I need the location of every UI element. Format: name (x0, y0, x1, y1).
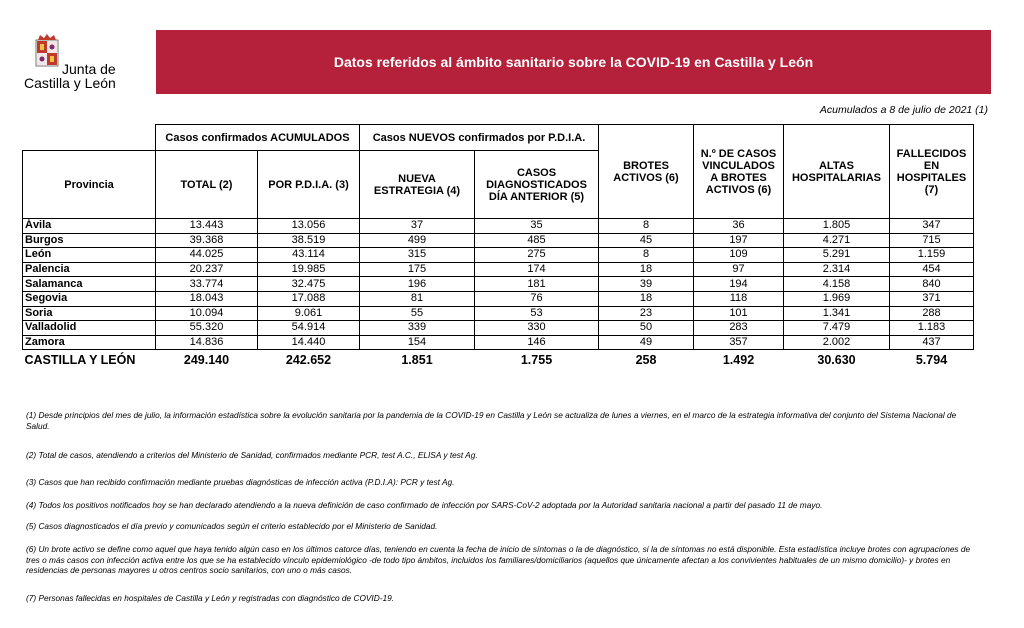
table-cell: 283 (694, 321, 784, 336)
header-provincia: Provincia (23, 151, 156, 219)
table-cell: 194 (694, 277, 784, 292)
table-cell: 175 (360, 262, 475, 277)
table-cell: 1.341 (784, 306, 890, 321)
table-cell: 14.836 (156, 335, 258, 350)
table-cell: 2.314 (784, 262, 890, 277)
table-cell: 18 (599, 262, 694, 277)
title-banner (156, 30, 991, 94)
table-cell: 5.291 (784, 248, 890, 263)
header-nueva-estrategia: NUEVA ESTRATEGIA (4) (360, 151, 475, 219)
table-cell: 330 (475, 321, 599, 336)
total-cell: 30.630 (817, 353, 856, 368)
header-diagnosticados: CASOS DIAGNOSTICADOS DÍA ANTERIOR (5) (475, 151, 599, 219)
table-cell: 39 (599, 277, 694, 292)
table-cell: 50 (599, 321, 694, 336)
table-cell: 37 (360, 219, 475, 234)
table-cell: 33.774 (156, 277, 258, 292)
table-cell: 9.061 (258, 306, 360, 321)
footnote-2: (2) Total de casos, atendiendo a criterios del Ministerio de Sanidad, confirmados mediante PCR, test A.C., ELISA y test Ag. (26, 450, 478, 460)
table-cell: 1.183 (890, 321, 974, 336)
table-row (23, 291, 974, 306)
total-label: CASTILLA Y LEÓN (24, 353, 136, 368)
header-group-nuevos: Casos NUEVOS confirmados por P.D.I.A. (360, 125, 599, 151)
province-name: León (23, 248, 156, 263)
header-total: TOTAL (2) (156, 151, 258, 219)
table-cell: 13.056 (258, 219, 360, 234)
table-cell: 18.043 (156, 291, 258, 306)
table-cell: 10.094 (156, 306, 258, 321)
table-cell: 32.475 (258, 277, 360, 292)
province-name: Soria (23, 306, 156, 321)
table-row (23, 335, 974, 350)
table-cell: 20.237 (156, 262, 258, 277)
table-cell: 146 (475, 335, 599, 350)
header-brotes: BROTES ACTIVOS (6) (599, 125, 694, 219)
table-cell: 97 (694, 262, 784, 277)
table-cell: 55.320 (156, 321, 258, 336)
table-cell: 840 (890, 277, 974, 292)
table-cell: 196 (360, 277, 475, 292)
table-row (23, 277, 974, 292)
table-row (23, 233, 974, 248)
table-cell: 8 (599, 219, 694, 234)
table-cell: 81 (360, 291, 475, 306)
table-cell: 109 (694, 248, 784, 263)
table-row (23, 219, 974, 234)
table-row (23, 321, 974, 336)
province-name: Burgos (23, 233, 156, 248)
table-cell: 17.088 (258, 291, 360, 306)
province-name: Segovia (23, 291, 156, 306)
header-pdia: POR P.D.I.A. (3) (258, 151, 360, 219)
total-cell: 1.755 (520, 353, 553, 368)
province-name: Palencia (23, 262, 156, 277)
covid-data-table (22, 124, 974, 370)
table-cell: 154 (360, 335, 475, 350)
table-cell: 54.914 (258, 321, 360, 336)
header-fallecidos: FALLECIDOS EN HOSPITALES (7) (890, 125, 974, 219)
table-cell: 35 (475, 219, 599, 234)
footnote-1: (1) Desde principios del mes de julio, la información estadística sobre la evolución sanitaria por la pandemia de la COVID-19 en Castilla y León se actualiza de lunes a viernes, en el marco de la estrategia informativa del conjunto del Sistema Nacional de Salud. (26, 410, 957, 431)
footnote-4: (4) Todos los positivos notificados hoy se han declarado atendiendo a la nueva definición de caso confirmado de infección por SARS-CoV-2 adoptada por la Autoridad sanitaria nacional a partir del pasado 11 de mayo. (26, 500, 823, 510)
table-cell: 339 (360, 321, 475, 336)
accumulated-date: Acumulados a 8 de julio de 2021 (1) (819, 104, 988, 116)
table-cell: 13.443 (156, 219, 258, 234)
table-cell: 371 (890, 291, 974, 306)
table-cell: 499 (360, 233, 475, 248)
table-cell: 197 (694, 233, 784, 248)
table-cell: 43.114 (258, 248, 360, 263)
table-cell: 53 (475, 306, 599, 321)
total-cell: 242.652 (285, 353, 332, 368)
province-name: Zamora (23, 335, 156, 350)
table-cell: 7.479 (784, 321, 890, 336)
table-cell: 1.969 (784, 291, 890, 306)
province-name: Valladolid (23, 321, 156, 336)
table-cell: 715 (890, 233, 974, 248)
table-cell: 44.025 (156, 248, 258, 263)
table-cell: 357 (694, 335, 784, 350)
table-cell: 38.519 (258, 233, 360, 248)
footnote-7: (7) Personas fallecidas en hospitales de Castilla y León y registradas con diagnóstico de COVID-19. (26, 593, 395, 603)
table-cell: 2.002 (784, 335, 890, 350)
table-cell: 454 (890, 262, 974, 277)
table-row (23, 306, 974, 321)
footnote-3: (3) Casos que han recibido confirmación mediante pruebas diagnósticas de infección activa (P.D.I.A): PCR y test Ag. (26, 477, 455, 487)
table-cell: 1.805 (784, 219, 890, 234)
table-total-row (23, 350, 974, 371)
table-cell: 181 (475, 277, 599, 292)
table-cell: 118 (694, 291, 784, 306)
logo-line-1: Junta de (62, 61, 116, 77)
total-cell: 1.851 (401, 353, 433, 368)
table-cell: 76 (475, 291, 599, 306)
table-cell: 101 (694, 306, 784, 321)
table-cell: 1.159 (890, 248, 974, 263)
total-cell: 5.794 (915, 353, 948, 368)
table-cell: 36 (694, 219, 784, 234)
table-row (23, 248, 974, 263)
total-cell: 1.492 (722, 353, 755, 368)
header-vinculados: N.º DE CASOS VINCULADOS A BROTES ACTIVOS (6) (694, 125, 784, 219)
table-cell: 485 (475, 233, 599, 248)
total-cell: 249.140 (183, 353, 230, 368)
table-cell: 18 (599, 291, 694, 306)
logo-text (24, 62, 116, 90)
table-cell: 49 (599, 335, 694, 350)
table-cell: 288 (890, 306, 974, 321)
table-cell: 315 (360, 248, 475, 263)
table-row (23, 262, 974, 277)
table-cell: 23 (599, 306, 694, 321)
table-cell: 4.271 (784, 233, 890, 248)
page-title: Datos referidos al ámbito sanitario sobre la COVID-19 en Castilla y León (333, 54, 814, 70)
table-cell: 4.158 (784, 277, 890, 292)
footnote-5: (5) Casos diagnosticados el día previo y comunicados según el criterio establecido por el Ministerio de Sanidad. (26, 521, 438, 531)
table-cell: 19.985 (258, 262, 360, 277)
table-cell: 8 (599, 248, 694, 263)
province-name: Salamanca (23, 277, 156, 292)
table-cell: 347 (890, 219, 974, 234)
logo-line-2: Castilla y León (24, 75, 116, 91)
table-cell: 45 (599, 233, 694, 248)
table-cell: 174 (475, 262, 599, 277)
table-cell: 55 (360, 306, 475, 321)
province-name: Ávila (23, 219, 156, 234)
header-altas: ALTAS HOSPITALARIAS (784, 125, 890, 219)
table-cell: 39.368 (156, 233, 258, 248)
table-cell: 437 (890, 335, 974, 350)
header-group-acumulados: Casos confirmados ACUMULADOS (156, 125, 360, 151)
table-cell: 275 (475, 248, 599, 263)
footnote-6: (6) Un brote activo se define como aquel que haya tenido algún caso en los últimos catorce días, teniendo en cuenta la fecha de inicio de síntomas o la de diagnóstico, si la de síntomas no está disponible. Esta estadística incluye brotes con agrupaciones de tres o más casos con infección activa entre los que se ha establecido vínculo epidemiológico -de todo tipo ámbitos, incluidos los familiares/domiciliarios (aquellos que únicamente afectan a los convivientes habituales de un mismo domicilio)- y brotes en residencias de personas mayores u otros centros socio sanitarios, con uno o más casos. (26, 544, 971, 575)
table-cell: 14.440 (258, 335, 360, 350)
total-cell: 258 (635, 353, 657, 368)
